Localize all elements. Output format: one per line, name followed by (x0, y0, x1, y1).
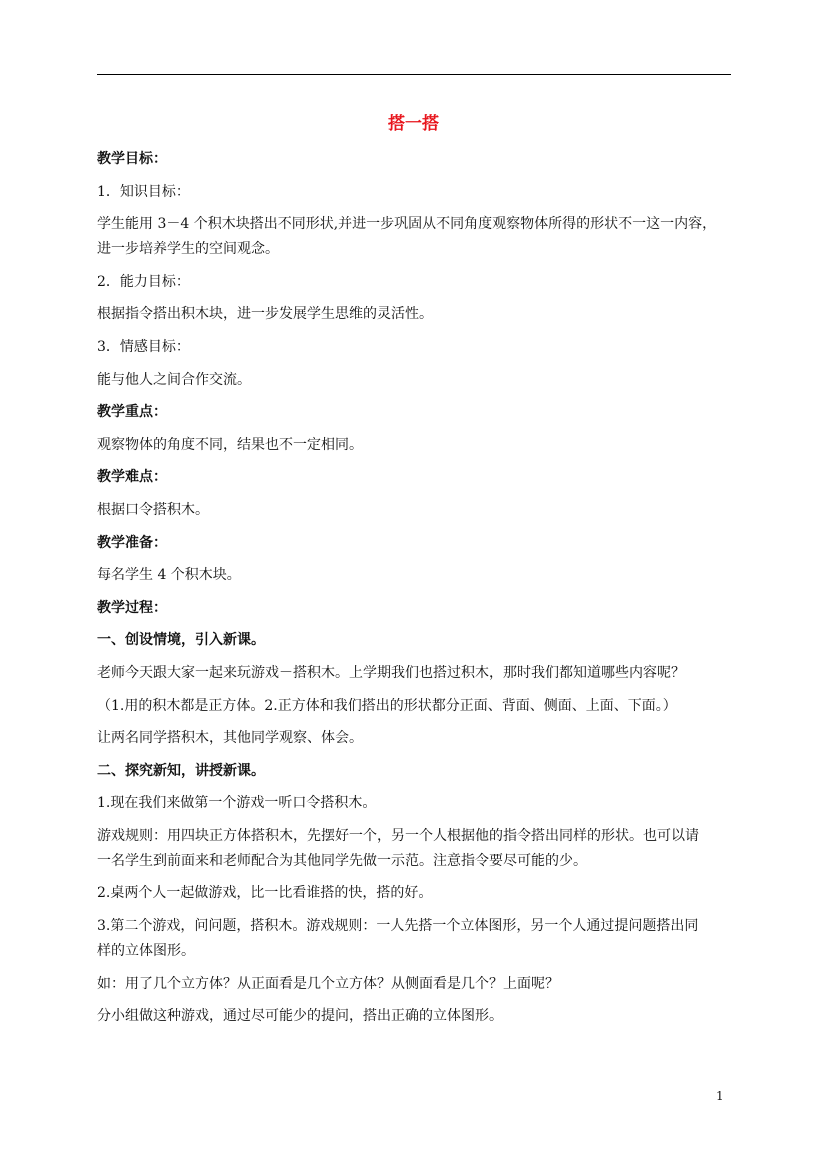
header-rule (97, 74, 731, 75)
section-heading: 教学过程： (97, 599, 167, 616)
page-number: 1 (716, 1089, 724, 1103)
paragraph-line: 老师今天跟大家一起来玩游戏－搭积木。上学期我们也搭过积木，那时我们都知道哪些内容呢？ (97, 664, 685, 681)
paragraph-line: 能与他人之间合作交流。 (97, 371, 251, 388)
paragraph-line: 1．知识目标： (97, 183, 190, 200)
document-title: 搭一搭 (388, 114, 439, 134)
paragraph-line: 3．情感目标： (97, 338, 190, 355)
paragraph-line: 一名学生到前面来和老师配合为其他同学先做一示范。注意指令要尽可能的少。 (97, 852, 587, 869)
paragraph-line: 2．能力目标： (97, 273, 190, 290)
section-heading: 教学难点： (97, 469, 167, 486)
paragraph-line: 3.第二个游戏，问问题，搭积木。游戏规则：一人先搭一个立体图形，另一个人通过提问题搭出同 (97, 918, 699, 935)
paragraph-line: 根据口令搭积木。 (97, 501, 209, 518)
paragraph-line: 1.现在我们来做第一个游戏一听口令搭积木。 (97, 795, 377, 812)
paragraph-line: 分小组做这种游戏，通过尽可能少的提问，搭出正确的立体图形。 (97, 1008, 503, 1025)
paragraph-line: 如：用了几个立方体？从正面看是几个立方体？从侧面看是几个？上面呢？ (97, 975, 559, 992)
paragraph-line: 游戏规则：用四块正方体搭积木，先摆好一个，另一个人根据他的指令搭出同样的形状。也可以请 (97, 827, 699, 844)
paragraph-line: 让两名同学搭积木，其他同学观察、体会。 (97, 730, 363, 747)
paragraph-line: 根据指令搭出积木块，进一步发展学生思维的灵活性。 (97, 306, 433, 323)
paragraph-line: 2.桌两个人一起做游戏，比一比看谁搭的快，搭的好。 (97, 885, 433, 902)
section-heading: 教学准备： (97, 534, 167, 551)
section-heading: 教学重点： (97, 404, 167, 421)
paragraph-line: 样的立体图形。 (97, 943, 195, 960)
paragraph-line: （1.用的积木都是正方体。2.正方体和我们搭出的形状都分正面、背面、侧面、上面、下面。） (97, 697, 677, 714)
document-body (97, 148, 737, 1038)
paragraph-line: 观察物体的角度不同，结果也不一定相同。 (97, 436, 363, 453)
paragraph-line: 学生能用 3－4 个积木块搭出不同形状,并进一步巩固从不同角度观察物体所得的形状不一这一内容， (97, 216, 717, 233)
paragraph-line: 每名学生 4 个积木块。 (97, 567, 241, 584)
paragraph-line: 进一步培养学生的空间观念。 (97, 241, 279, 258)
section-heading: 教学目标： (97, 151, 167, 167)
section-heading: 二、探究新知，讲授新课。 (97, 762, 265, 779)
section-heading: 一、创设情境，引入新课。 (97, 632, 265, 649)
